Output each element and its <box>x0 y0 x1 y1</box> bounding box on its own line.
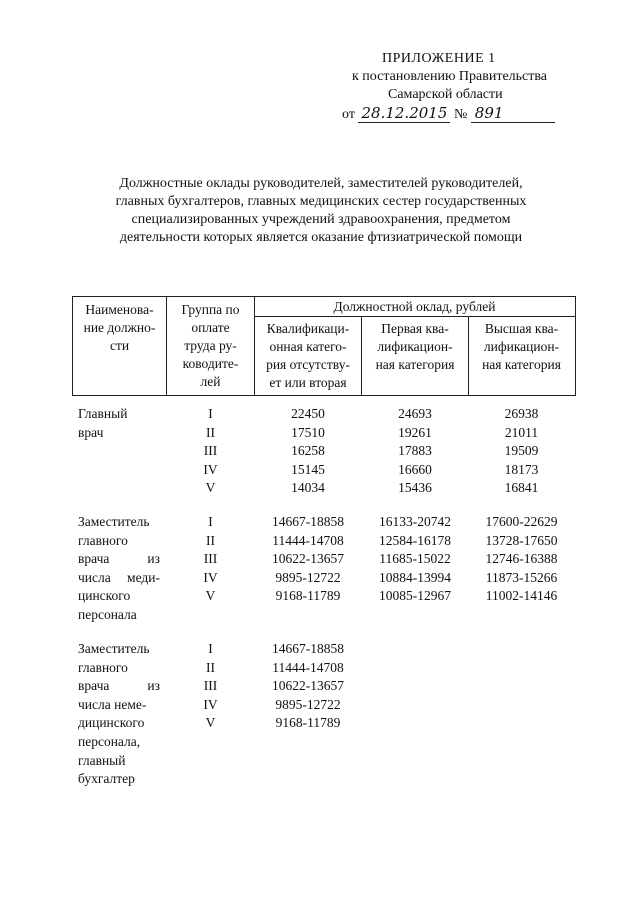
salary-first-column: 16133-20742 12584-16178 11685-15022 10884-13994 10085-12967 <box>379 514 451 604</box>
from-label: от <box>342 107 355 122</box>
salary-high-column: 17600-22629 13728-17650 12746-16388 11873-15266 11002-14146 <box>485 514 558 604</box>
section-nonmedical-deputy-name: Заместитель главного врача из числа неме- дицинского персонала, главный бухгалтер <box>78 641 160 787</box>
heading-line: главных бухгалтеров, главных медицинских сестер государственных <box>115 194 527 209</box>
header-category-first: Первая ква- лификацион- ная категория <box>375 321 455 372</box>
document-heading <box>60 175 582 247</box>
appendix-block <box>330 50 590 124</box>
section-chief-doctor-name: Главный врач <box>78 406 128 440</box>
heading-line: Должностные оклады руководителей, заместителей руководителей, <box>119 176 523 191</box>
appendix-date-line <box>330 104 590 124</box>
header-category-high: Высшая ква- лификацион- ная категория <box>482 321 561 372</box>
groups-column: I II III IV V <box>203 641 218 731</box>
salary-high-column: 26938 21011 19509 18173 16841 <box>504 406 539 496</box>
salary-none-column: 14667-18858 11444-14708 10622-13657 9895-12722 9168-11789 <box>272 641 344 731</box>
appendix-title: ПРИЛОЖЕНИЕ 1 <box>382 51 496 66</box>
salary-first-column: 24693 19261 17883 16660 15436 <box>398 406 432 496</box>
salary-none-column: 22450 17510 16258 15145 14034 <box>291 406 325 496</box>
heading-line: специализированных учреждений здравоохранения, предметом <box>131 212 511 227</box>
header-salary: Должностной оклад, рублей <box>333 299 496 314</box>
section-medical-deputy-name: Заместитель главного врача из числа меди- цинского персонала <box>78 514 160 622</box>
divider <box>254 316 575 317</box>
appendix-decree-line: к постановлению Правительства <box>352 69 548 84</box>
heading-line: деятельности которых является оказание фтизиатрической помощи <box>119 230 523 245</box>
appendix-region-line: Самарской области <box>388 87 503 102</box>
header-category-none: Квалификаци- онная катего- рия отсутству- ет или вторая <box>266 321 350 390</box>
decree-date: 28.12.2015 <box>358 104 450 123</box>
groups-column: I II III IV V <box>203 514 218 604</box>
groups-column: I II III IV V <box>203 406 218 496</box>
salary-none-column: 14667-18858 11444-14708 10622-13657 9895-12722 9168-11789 <box>272 514 344 604</box>
header-name: Наименова- ние должно- сти <box>83 302 156 353</box>
decree-number: 891 <box>471 104 555 123</box>
header-group: Группа по оплате труда ру- ководите- лей <box>181 302 240 389</box>
number-label: № <box>453 107 468 122</box>
